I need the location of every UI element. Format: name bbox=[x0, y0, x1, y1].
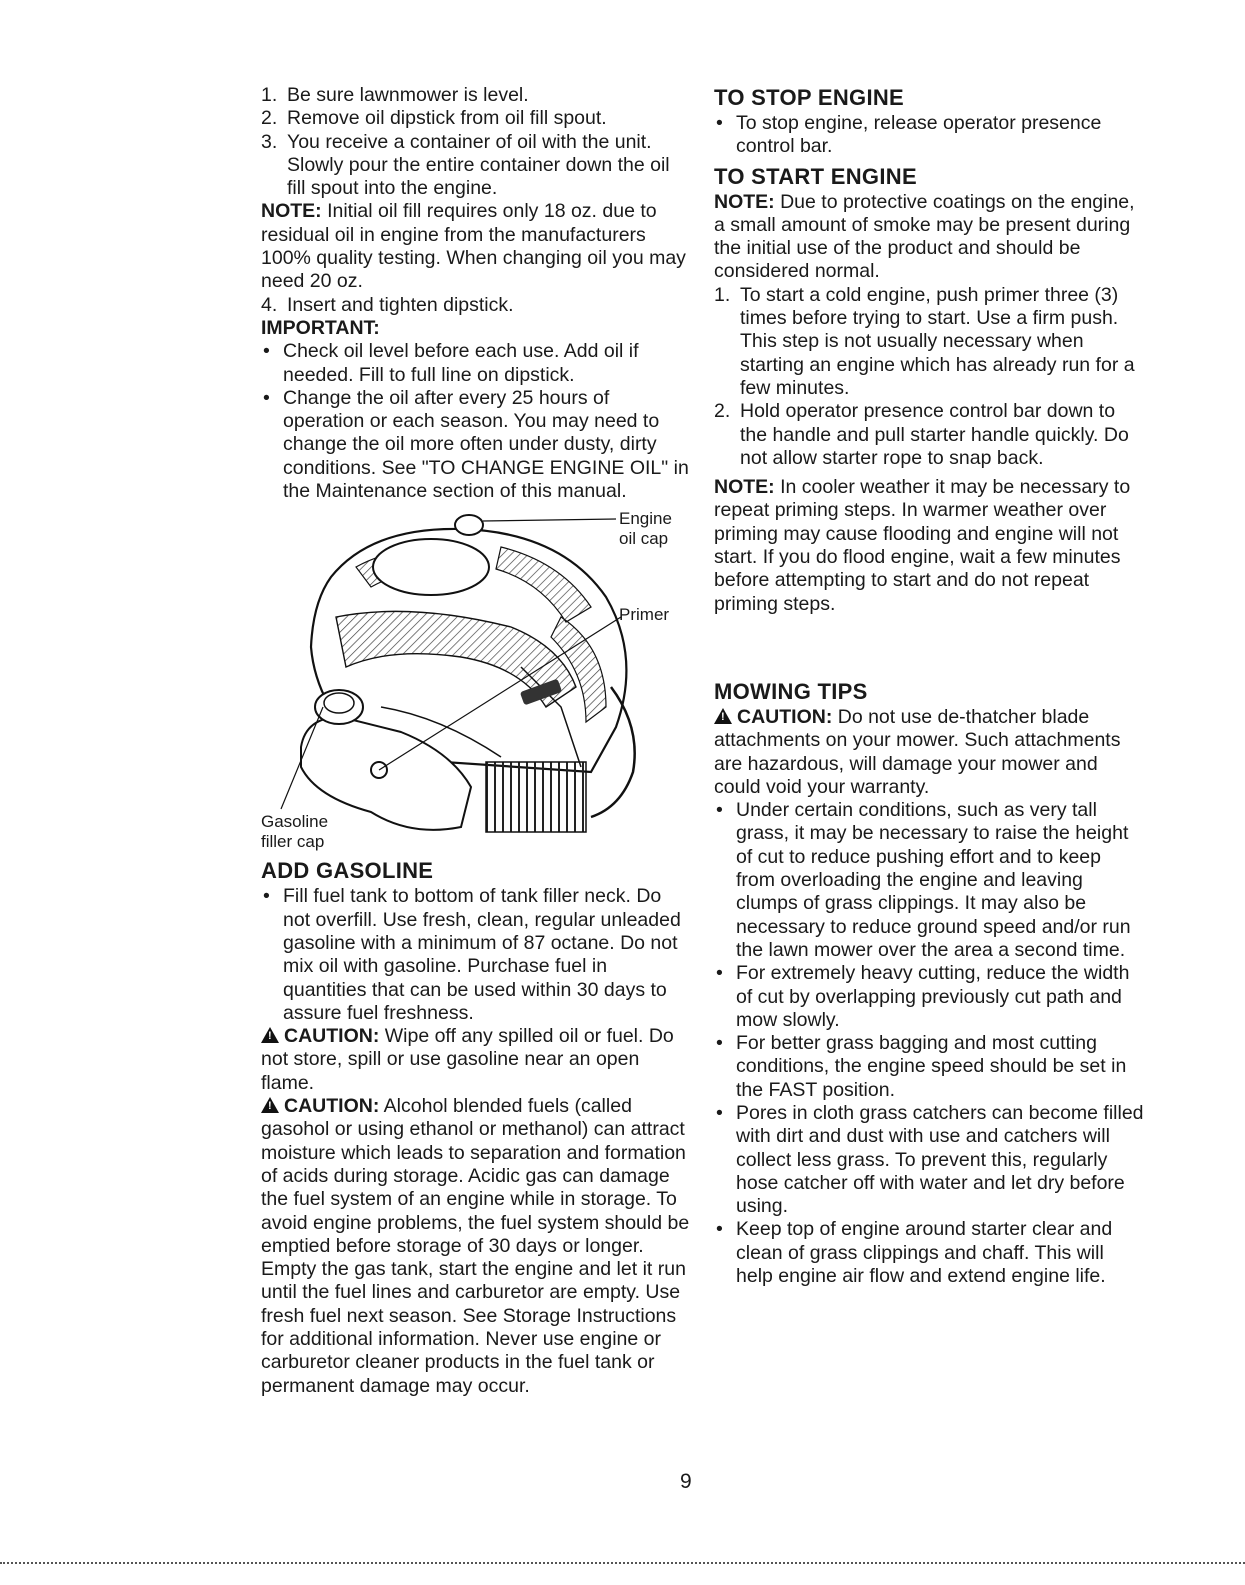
note-text: In cooler weather it may be necessary to repeat priming steps. In warmer weather over priming may cause flooding and engine will not start. If you do flood engine, wait a few minutes before attempting to start and do not repeat priming steps. bbox=[714, 476, 1131, 615]
add-gasoline-heading: ADD GASOLINE bbox=[261, 858, 434, 884]
warning-icon bbox=[261, 1027, 279, 1043]
caution-text: Alcohol blended fuels (called gasohol or using ethanol or methanol) can attract moisture which leads to separation and formation of acids during storage. Acidic gas can damage the fuel system of an engine while in storage. To avoid engine problems, the fuel system should be emptied before storage of 30 days or longer. Empty the gas tank, start the engine and let it run until the fuel lines and carburetor are empty. Use fresh fuel next season. See Storage Instructions for additional information. Never use engine or carburetor cleaner products in the fuel tank or permanent damage may occur. bbox=[261, 1095, 690, 1397]
gasoline-filler-cap-label: Gasoline filler cap bbox=[261, 812, 329, 852]
bullet-text: Pores in cloth grass catchers can become filled with dirt and dust with use and catchers will collect less grass. To prevent this, regularly hose catcher off with water and let dry before using. bbox=[736, 1101, 1144, 1218]
mowing-caution bbox=[714, 706, 1144, 799]
caution-label: CAUTION: bbox=[284, 1095, 380, 1118]
left-column bbox=[261, 84, 691, 1398]
note-label: NOTE: bbox=[714, 190, 775, 213]
mowing-bullet-4 bbox=[714, 1102, 1144, 1218]
bullet-dot: • bbox=[716, 1101, 723, 1124]
important-bullet-2 bbox=[261, 387, 691, 503]
mowing-bullet-2 bbox=[714, 962, 1144, 1032]
add-gasoline-bullet bbox=[261, 885, 691, 1025]
bullet-text: To stop engine, release operator presence control bar. bbox=[736, 112, 1102, 158]
step-number: 1. bbox=[261, 84, 278, 106]
mowing-bullet-1 bbox=[714, 799, 1144, 962]
caution-text: Do not use de-thatcher blade attachments on your mower. Such attachments are hazardous, will damage your mower and could void your warranty. bbox=[714, 705, 1121, 798]
step-2 bbox=[261, 107, 691, 130]
bullet-text: For better grass bagging and most cutting conditions, the engine speed should be set in the FAST position. bbox=[736, 1032, 1127, 1101]
start-note bbox=[714, 191, 1144, 284]
note-label: NOTE: bbox=[714, 476, 775, 499]
bullet-dot: • bbox=[716, 962, 723, 985]
start-step-2 bbox=[714, 400, 1144, 470]
bullet-text: Fill fuel tank to bottom of tank filler neck. Do not overfill. Use fresh, clean, regular unleaded gasoline with a minimum of 87 octane. Do not mix oil with gasoline. Purchase fuel in quantities that can be used within 30 days to assure fuel freshness. bbox=[283, 885, 681, 1024]
step-4 bbox=[261, 294, 691, 317]
step-text: You receive a container of oil with the unit. Slowly pour the entire container down the oil fill spout into the engine. bbox=[287, 130, 670, 200]
engine-illustration bbox=[261, 507, 691, 857]
note-text: Initial oil fill requires only 18 oz. due to residual oil in engine from the manufacturers 100% quality testing. When changing oil you may need 20 oz. bbox=[261, 200, 686, 293]
warning-icon bbox=[714, 708, 732, 724]
step-number: 3. bbox=[261, 130, 278, 153]
engine-diagram bbox=[261, 507, 691, 857]
stop-engine-bullet bbox=[714, 112, 1144, 159]
bullet-text: Change the oil after every 25 hours of operation or each season. You may need to change the oil more often under dusty, dirty conditions. See "TO CHANGE ENGINE OIL" in the Maintenance section of this manual. bbox=[283, 386, 689, 503]
bullet-dot: • bbox=[263, 386, 270, 409]
step-text: Be sure lawnmower is level. bbox=[287, 84, 529, 106]
caution-label: CAUTION: bbox=[284, 1025, 380, 1048]
step-text: Insert and tighten dipstick. bbox=[287, 293, 514, 316]
bullet-dot: • bbox=[716, 112, 723, 134]
bullet-text: Keep top of engine around starter clear and clean of grass clippings and chaff. This will help engine air flow and extend engine life. bbox=[736, 1218, 1113, 1288]
step-number: 4. bbox=[261, 293, 278, 316]
important-label: IMPORTANT: bbox=[261, 316, 380, 339]
step-text: To start a cold engine, push primer three (3) times before trying to start. Use a firm push. This step is not usually necessary when starting an engine which has already run for a few minutes. bbox=[740, 283, 1135, 399]
start-engine-heading: TO START ENGINE bbox=[714, 163, 917, 189]
step-number: 1. bbox=[714, 283, 731, 306]
caution-label: CAUTION: bbox=[737, 705, 833, 728]
note-text: Due to protective coatings on the engine, a small amount of smoke may be present during the initial use of the product and should be considered normal. bbox=[714, 190, 1135, 283]
start-step-1 bbox=[714, 284, 1144, 400]
bullet-dot: • bbox=[263, 885, 270, 908]
step-number: 2. bbox=[261, 107, 278, 130]
page-number: 9 bbox=[680, 1470, 692, 1493]
important-bullet-1 bbox=[261, 340, 691, 387]
caution-alcohol bbox=[261, 1095, 691, 1398]
mowing-tips-heading: MOWING TIPS bbox=[714, 678, 868, 704]
caution-spill bbox=[261, 1025, 691, 1095]
mowing-bullet-5 bbox=[714, 1218, 1144, 1288]
stop-engine-heading: TO STOP ENGINE bbox=[714, 85, 905, 110]
note-label: NOTE: bbox=[261, 200, 322, 223]
bullet-dot: • bbox=[263, 340, 270, 363]
page-edge-divider bbox=[0, 1562, 1245, 1564]
right-column bbox=[714, 84, 1144, 1288]
bullet-dot: • bbox=[716, 799, 723, 822]
bullet-text: Check oil level before each use. Add oil if needed. Fill to full line on dipstick. bbox=[283, 340, 639, 386]
engine-oil-cap-label: Engine oil cap bbox=[619, 509, 672, 549]
step-1 bbox=[261, 84, 691, 107]
step-number: 2. bbox=[714, 400, 731, 423]
step-text: Remove oil dipstick from oil fill spout. bbox=[287, 107, 607, 130]
bullet-text: For extremely heavy cutting, reduce the width of cut by overlapping previously cut path and mow slowly. bbox=[736, 962, 1130, 1031]
primer-label: Primer bbox=[619, 605, 670, 625]
cool-weather-note bbox=[714, 476, 1144, 616]
step-text: Hold operator presence control bar down to the handle and pull starter handle quickly. Do not allow starter rope to snap back. bbox=[740, 400, 1129, 469]
oil-note bbox=[261, 200, 691, 293]
caution-text: Wipe off any spilled oil or fuel. Do not store, spill or use gasoline near an open flame. bbox=[261, 1025, 674, 1094]
mowing-bullet-3 bbox=[714, 1032, 1144, 1102]
bullet-text: Under certain conditions, such as very tall grass, it may be necessary to raise the height of cut to reduce pushing effort and to keep from overloading the engine and leaving clumps of grass clippings. It may also be necessary to reduce ground speed and/or run the lawn mower over the area a second time. bbox=[736, 799, 1131, 961]
bullet-dot: • bbox=[716, 1032, 723, 1055]
step-3 bbox=[261, 131, 691, 201]
bullet-dot: • bbox=[716, 1218, 723, 1241]
warning-icon bbox=[261, 1097, 279, 1113]
